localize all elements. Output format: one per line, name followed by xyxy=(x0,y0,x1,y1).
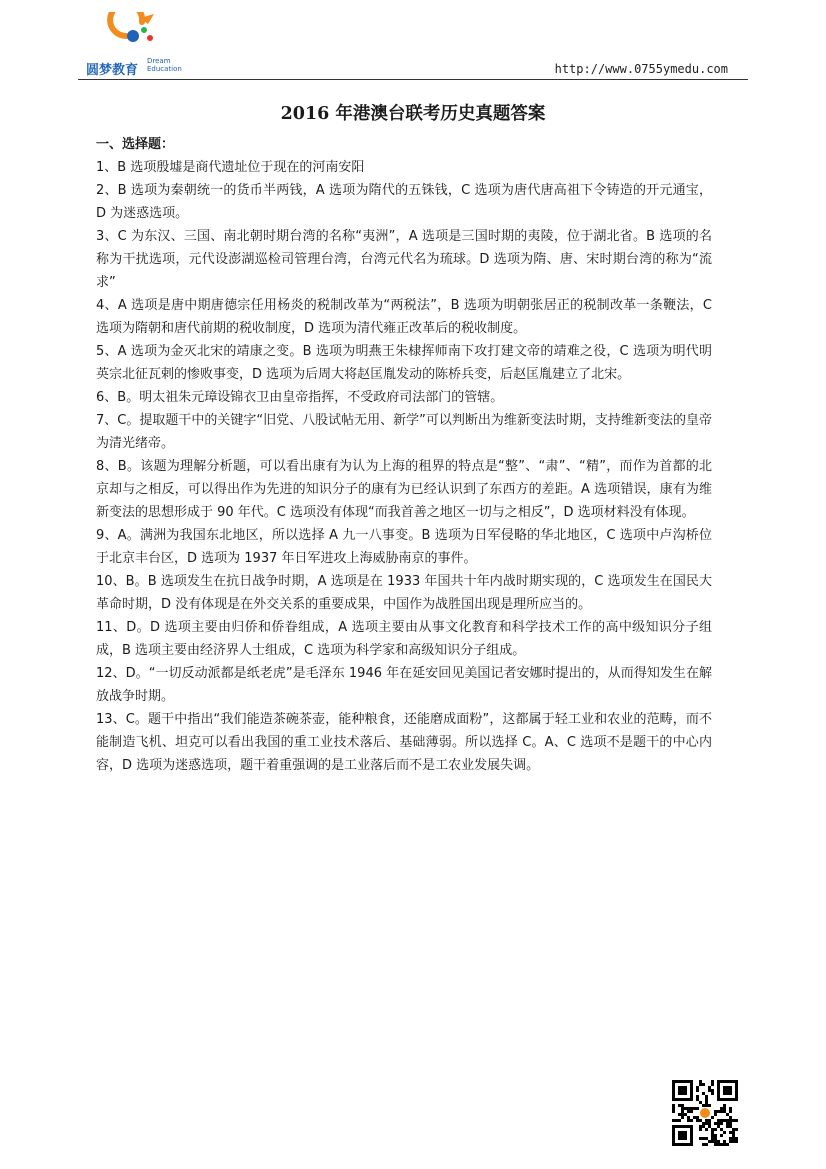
qr-code-icon xyxy=(672,1080,738,1146)
header-divider xyxy=(78,79,748,80)
section-title: 一、选择题： xyxy=(96,137,175,152)
answer-item: 4、A 选项是唐中期唐德宗任用杨炎的税制改革为“两税法”，B 选项为明朝张居正的税制改革一条鞭法，C 选项为隋朝和唐代前期的税收制度，D 选项为清代雍正改革后的税收制度。 xyxy=(96,298,712,336)
answer-item: 6、B。明太祖朱元璋设锦衣卫由皇帝指挥，不受政府司法部门的管辖。 xyxy=(96,390,504,405)
logo xyxy=(86,12,196,78)
answer-content xyxy=(96,133,712,777)
logo-chinese: 圆梦教育 xyxy=(86,63,139,78)
answer-item: 11、D。D 选项主要由归侨和侨眷组成，A 选项主要由从事文化教育和科学技术工作的高中级知识分子组成，B 选项主要由经济界人士组成，C 选项为科学家和高级知识分子组成。 xyxy=(96,620,712,658)
logo-icon xyxy=(86,12,196,62)
page-title: 2016 年港澳台联考历史真题答案 xyxy=(280,104,546,124)
answer-item: 2、B 选项为秦朝统一的货币半两钱，A 选项为隋代的五铢钱，C 选项为唐代唐高祖下令铸造的开元通宝，D 为迷惑选项。 xyxy=(96,183,712,221)
page-header xyxy=(78,12,748,82)
answer-item: 1、B 选项殷墟是商代遗址位于现在的河南安阳 xyxy=(96,160,365,175)
answer-item: 9、A。满洲为我国东北地区，所以选择 A 九一八事变。B 选项为日军侵略的华北地区，C 选项中卢沟桥位于北京丰台区，D 选项为 1937 年日军进攻上海威胁南京的事件。 xyxy=(96,528,712,566)
logo-english-line1: Dream xyxy=(147,57,171,65)
answer-item: 5、A 选项为金灭北宋的靖康之变。B 选项为明燕王朱棣挥师南下攻打建文帝的靖难之役，C 选项为明代明英宗北征瓦剌的惨败事变，D 选项为后周大将赵匡胤发动的陈桥兵变，后赵匡胤建立了北宋。 xyxy=(96,344,712,382)
qr-code xyxy=(672,1080,738,1146)
logo-english-line2: Education xyxy=(147,65,182,73)
answer-item: 8、B。该题为理解分析题，可以看出康有为认为上海的租界的特点是“整”、“肃”、“精”，而作为首都的北京却与之相反，可以得出作为先进的知识分子的康有为已经认识到了东西方的差距。A 选项错误，康有为维新变法的思想形成于 90 年代。C 选项没有体现“而我首善之地区一切与之相反”，D 选项材料没有体现。 xyxy=(96,459,712,520)
answer-item: 3、C 为东汉、三国、南北朝时期台湾的名称“夷洲”，A 选项是三国时期的夷陵，位于湖北省。B 选项的名称为干扰选项，元代设澎湖巡检司管理台湾，台湾元代名为琉球。D 选项为隋、唐、宋时期台湾的称为“流求” xyxy=(96,229,712,290)
answer-item: 12、D。“一切反动派都是纸老虎”是毛泽东 1946 年在延安回见美国记者安娜时提出的，从而得知发生在解放战争时期。 xyxy=(96,666,712,704)
answer-item: 7、C。提取题干中的关键字“旧党、八股试帖无用、新学”可以判断出为维新变法时期，支持维新变法的皇帝为清光绪帝。 xyxy=(96,413,712,451)
answer-item: 10、B。B 选项发生在抗日战争时期，A 选项是在 1933 年国共十年内战时期实现的，C 选项发生在国民大革命时期，D 没有体现是在外交关系的重要成果，中国作为战胜国出现是理所应当的。 xyxy=(96,574,712,612)
answer-item: 13、C。题干中指出“我们能造茶碗茶壶，能种粮食，还能磨成面粉”，这都属于轻工业和农业的范畴，而不能制造飞机、坦克可以看出我国的重工业技术落后、基础薄弱。所以选择 C。A、C 选项不是题干的中心内容，D 选项为迷惑选项，题干着重强调的是工业落后而不是工农业发展失调。 xyxy=(96,712,712,773)
logo-english xyxy=(147,57,182,73)
header-url[interactable]: http://www.0755ymedu.com xyxy=(554,62,728,76)
